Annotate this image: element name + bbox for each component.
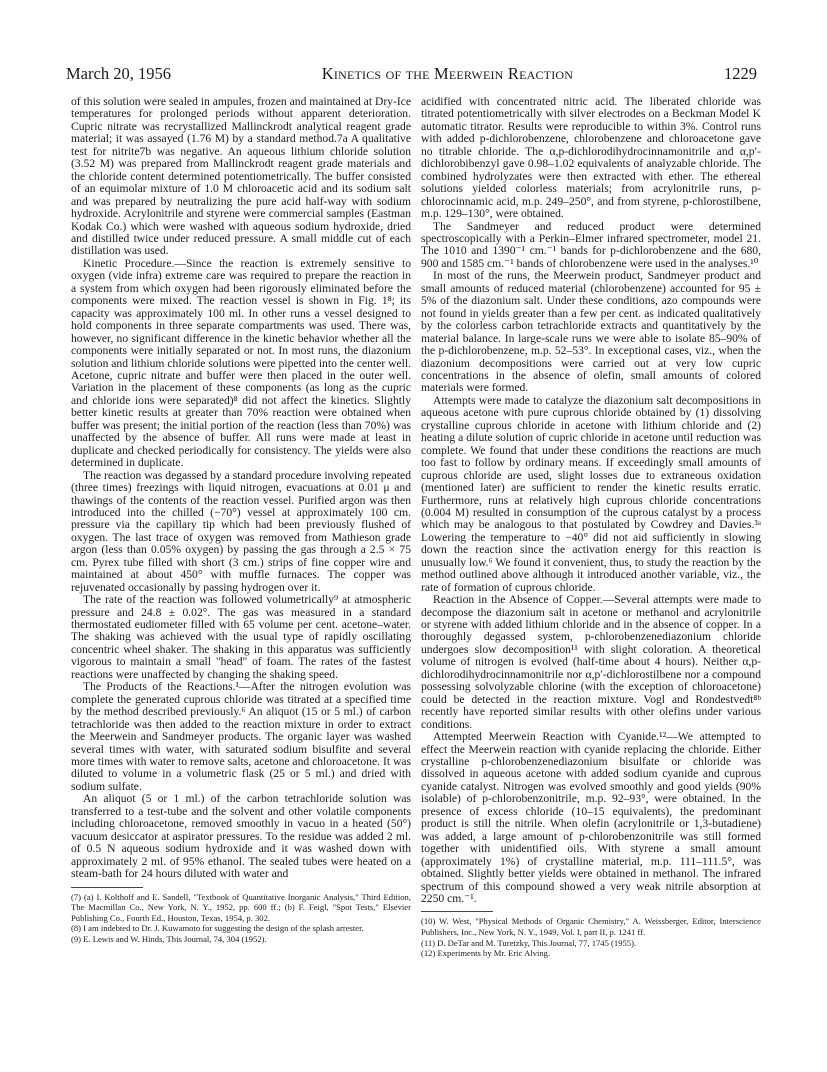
left-column bbox=[71, 96, 411, 945]
products-paragraph: The Products of the Reactions.¹—After the nitrogen evolution was complete the generated cuprous chloride was titrated at a specified time by the method described previously.⁶ An aliquot (15 or 5 ml.) of carbon tetrachloride was then added to the reaction mixture in order to extract the Meerwein and Sandmeyer products. The organic layer was washed several times with water, with saturated sodium bisulfite and several more times with water to remove salts, acetone and chloroacetone. It was diluted to volume in a volumetric flask (25 or 5 ml.) and dried with sodium sulfate. bbox=[71, 680, 411, 793]
footnote-7: (7) (a) I. Kolthoff and E. Sandell, "Textbook of Quantitative Inorganic Analysis," Third Edition, The Macmillan Co., New York, N. Y., 1952, pp. 600 ff.; (b) F. Feigl, "Spot Tests," Elsevier Publishing Co., Fourth Ed., Houston, Texas, 1954, p. 302. bbox=[71, 891, 411, 923]
degassing-paragraph: The reaction was degassed by a standard procedure involving repeated (three times) freezings with liquid nitrogen, evacuations at 0.01 μ and thawings of the contents of the reaction vessel. Purified argon was then introduced into the chilled (−70°) vessel at approximately 100 cm. pressure via the capillary tip which had been previously flushed of oxygen. The last trace of oxygen was removed from Mathieson grade argon (less than 0.05% oxygen) by passing the gas through a 2.5 × 75 cm. Pyrex tube filled with short (3 cm.) strips of fine copper wire and maintained at about 450° with muffle furnaces. The copper was rejuvenated occasionally by passing hydrogen over it. bbox=[71, 468, 411, 594]
footnote-rule bbox=[421, 911, 493, 912]
right-paragraph-1: acidified with concentrated nitric acid. The liberated chloride was titrated potentiometrically with silver electrodes on a Beckman Model K automatic titrator. Results were reproducible to within 3%. Control runs with added p-dichlorobenzene, chlorobenzene and chloroacetone gave no titrable chloride. The α,p-dichlorodihydrocinnamonitrile and α,p′-dichlorobibenzyl gave 0.98–1.02 equivalents of analyzable chloride. The combined hydrolyzates were then extracted with ether. The ethereal solutions yielded colorless materials; from acrylonitrile runs, p-chlorocinnamic acid, m.p. 249–250°, and from styrene, p-chlorostilbene, m.p. 129–130°, were obtained. bbox=[421, 95, 761, 221]
catalysis-paragraph: Attempts were made to catalyze the diazonium salt decompositions in aqueous acetone with pure cuprous chloride obtained by (1) dissolving crystalline cuprous chloride in acetone with lithium chloride and (2) heating a dilute solution of cupric chloride in acetone until reduction was complete. We found that under these conditions the reactions are much too fast to follow by ordinary means. If exceedingly small amounts of cuprous chloride are used, slight losses due to extraneous oxidation (mentioned later) are sufficient to render the kinetic results erratic. Furthermore, runs at relatively high cuprous chloride concentrations (0.004 M) resulted in consumption of the cuprous catalyst by a process which may be analogous to that postulated by Cowdrey and Davies.³ᵃ Lowering the temperature to −40° did not aid sufficiently in slowing down the reaction since the activation energy for this reaction is unusually low.⁶ We found it convenient, thus, to study the reaction by the method outlined above although it introduced another variable, viz., the rate of formation of cuprous chloride. bbox=[421, 393, 761, 594]
right-column bbox=[421, 96, 761, 959]
header-date: March 20, 1956 bbox=[66, 64, 171, 83]
spectroscopy-paragraph: The Sandmeyer and reduced product were determined spectroscopically with a Perkin–Elmer infrared spectrometer, model 21. The 1010 and 1390⁻¹ cm.⁻¹ bands for p-dichlorobenzene and the 680, 900 and 1585 cm.⁻¹ bands of chlorobenzene were used in the analyses.¹⁰ bbox=[421, 219, 761, 270]
cyanide-paragraph: Attempted Meerwein Reaction with Cyanide.¹²—We attempted to effect the Meerwein reaction with cyanide replacing the chloride. Either crystalline p-chlorobenzenediazonium bisulfate or chloride was dissolved in aqueous acetone with added sodium cyanide and cuprous cyanide catalyst. Nitrogen was evolved smoothly and good yields (90% isolable) of p-chlorobenzonitrile, m.p. 92–93°, were obtained. In the presence of excess chloride (10–15 equivalents), the predominant product is still the nitrile. When olefin (acrylonitrile or 1,3-butadiene) was added, a large amount of p-chlorobenzonitrile was still formed together with unidentified oils. With styrene a small amount (approximately 1%) of crystalline material, m.p. 111–111.5°, was obtained. Slightly better yields were obtained in methanol. The infrared spectrum of this compound showed a very weak nitrile absorption at 2250 cm.⁻¹. bbox=[421, 730, 761, 905]
kinetic-procedure-paragraph: Kinetic Procedure.—Since the reaction is extremely sensitive to oxygen (vide infra) extreme care was required to prepare the reaction in a system from which oxygen had been rigorously eliminated before the components were mixed. The reaction vessel is shown in Fig. 1⁸; its capacity was approximately 100 ml. In other runs a vessel designed to hold components in three separate compartments was used. There was, however, no significant difference in the kinetic behavior whether all the components were initially separated or not. In most runs, the diazonium solution and lithium chloride solutions were pipetted into the center well. Acetone, cupric nitrate and buffer were then placed in the outer well. Variation in the placement of these components (as long as the cupric and chloride ions were separated)⁸ did not affect the kinetics. Slightly better kinetic results at greater than 70% reaction were obtained when buffer was present; the initial portion of the reaction (less than 70%) was unaffected by the absence of buffer. All runs were made at least in duplicate and checked periodically for consistency. The yields were also determined in duplicate. bbox=[71, 256, 411, 470]
left-paragraph-1: of this solution were sealed in ampules, frozen and maintained at Dry-Ice temperatures for prolonged periods without apparent deterioration. Cupric nitrate was recrystallized Mallinckrodt analytical reagent grade material; it was assayed (1.76 M) by a standard method.7a A qualitative test for nitrite7b was negative. An aqueous lithium chloride solution (3.52 M) was prepared from Mallinckrodt reagent grade materials and the chloride content determined potentiometrically. The buffer consisted of an equimolar mixture of 1.0 M chloroacetic acid and its sodium salt and was prepared by neutralizing the pure acid half-way with sodium hydroxide. Acrylonitrile and styrene were commercial samples (Eastman Kodak Co.) which were washed with aqueous sodium hydroxide, dried and distilled twice under reduced pressure. A small middle cut of each distillation was used. bbox=[71, 95, 411, 258]
footnote-rule bbox=[71, 887, 143, 888]
page-number: 1229 bbox=[723, 64, 757, 83]
rate-paragraph: The rate of the reaction was followed volumetrically⁹ at atmospheric pressure and 24.8 ± 0.02°. The gas was measured in a standard thermostated eudiometer filled with 65 volume per cent. acetone–water. The shaking was achieved with the usual type of rapidly oscillating concentric wheel shaker. The shaking in this apparatus was sufficiently vigorous to maintain a small "head" of foam. The rates of the fastest reactions were unaffected by changing the shaking speed. bbox=[71, 593, 411, 681]
footnote-10: (10) W. West, "Physical Methods of Organic Chemistry," A. Weissberger, Editor, Interscience Publishers, Inc., New York, N. Y., 1949, Vol. I, part II, p. 1241 ff. bbox=[421, 916, 761, 938]
footnote-9: (9) E. Lewis and W. Hinds, This Journal, 74, 304 (1952). bbox=[71, 933, 267, 944]
absence-of-copper-paragraph: Reaction in the Absence of Copper.—Several attempts were made to decompose the diazonium salt in acetone or methanol and acrylonitrile or styrene with added lithium chloride and in the absence of copper. In a thoroughly degassed system, p-chlorobenzenediazonium chloride undergoes slow decomposition¹¹ with slight coloration. A theoretical volume of nitrogen is evolved (half-time about 4 hours). Neither α,p-dichlorodihydrocinnamonitrile nor α,p′-dichlorostilbene nor a compound possessing solvolyzable chlorine (with the exception of chloroacetone) could be detected in the reaction mixture. Vogl and Rondestvedt⁸ᵇ recently have reported similar results with other olefins under various conditions. bbox=[421, 593, 761, 731]
running-header bbox=[66, 64, 757, 86]
aliquot-paragraph: An aliquot (5 or 1 ml.) of the carbon tetrachloride solution was transferred to a test-tube and the solvent and other volatile components including chloroacetone, removed smoothly in vacuo in a heated (50°) vacuum desiccator at aspirator pressures. To the residue was added 2 ml. of 0.5 N aqueous sodium hydroxide and it was washed down with approximately 2 ml. of 95% ethanol. The sealed tubes were heated on a steam-bath for 24 hours diluted with water and bbox=[71, 792, 411, 881]
yields-paragraph: In most of the runs, the Meerwein product, Sandmeyer product and small amounts of reduced material (chlorobenzene) accounted for 95 ± 5% of the diazonium salt. Under these conditions, azo compounds were not found in yields greater than a few per cent. as indicated qualitatively by the colorless carbon tetrachloride extracts and quantitatively by the material balance. In large-scale runs we were able to isolate 85–90% of the p-dichlorobenzene, m.p. 52–53°. In exceptional cases, viz., when the diazonium decompositions were carried out at very low cupric concentrations in the absence of olefin, small amounts of colored materials were formed. bbox=[421, 269, 761, 395]
header-title: Kinetics of the Meerwein Reaction bbox=[321, 64, 574, 83]
footnote-8: (8) I am indebted to Dr. J. Kuwamoto for suggesting the design of the splash arrester. bbox=[71, 923, 364, 934]
footnote-12: (12) Experiments by Mr. Eric Alving. bbox=[421, 948, 551, 959]
footnote-11: (11) D. DeTar and M. Turetzky, This Journal, 77, 1745 (1955). bbox=[421, 937, 637, 948]
